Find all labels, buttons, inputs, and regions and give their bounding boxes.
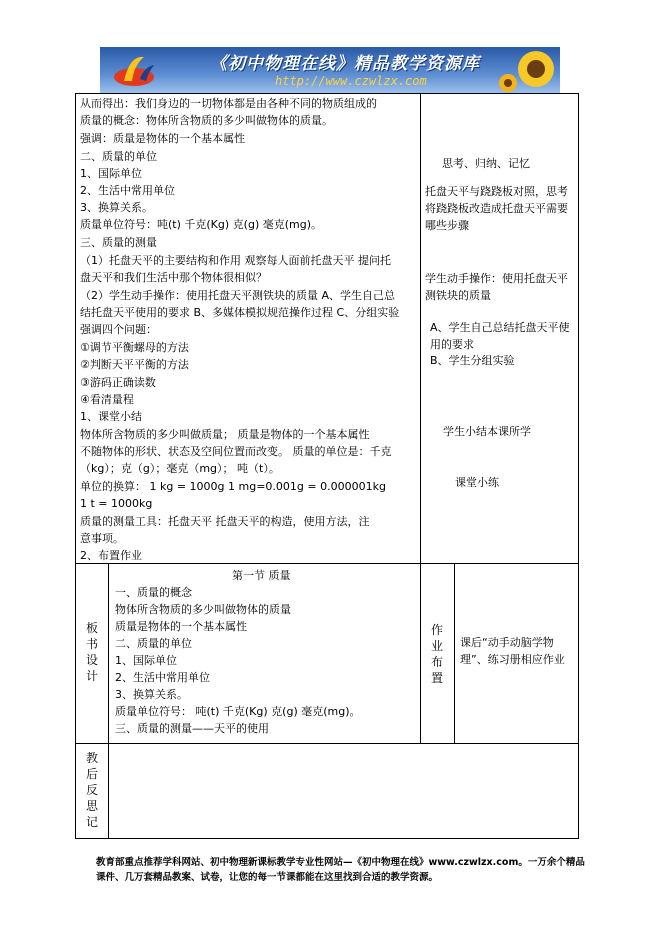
board-line: 3、换算关系。 [115, 688, 188, 701]
homework-divider [454, 563, 455, 743]
process-line: 不随物体的形状、状态及空间位置而改变。 质量的单位是：千克 [80, 445, 392, 458]
activity-note: B、学生分组实验 [430, 354, 515, 367]
activity-note: 学生小结本课所学 [443, 425, 531, 438]
process-line: 二、质量的单位 [80, 150, 157, 163]
site-logo-icon [110, 51, 158, 89]
process-line: 从而得出：我们身边的一切物体都是由各种不同的物质组成的 [80, 97, 377, 110]
activity-note: 课堂小练 [455, 476, 499, 489]
board-line: 质量是物体的一个基本属性 [115, 620, 247, 633]
process-line: 单位的换算： 1 kg = 1000g 1 mg=0.001g = 0.000001kg [80, 480, 386, 493]
board-line: 一、质量的概念 [115, 586, 192, 599]
process-line: 三、质量的测量 [80, 236, 157, 249]
process-line: （2）学生动手操作：使用托盘天平测铁块的质量 A、学生自己总 [80, 289, 396, 302]
homework-label: 作业布置 [430, 623, 443, 685]
board-title: 第一节 质量 [232, 569, 291, 582]
process-line: 2、布置作业 [80, 549, 142, 562]
process-line: 3、换算关系。 [80, 201, 153, 214]
sunflower-icon [496, 47, 556, 93]
board-design-label: 板书设计 [85, 621, 98, 683]
process-line: （1）托盘天平的主要结构和作用 观察每人面前托盘天平 提问托 [80, 254, 391, 267]
banner-title: 《初中物理在线》精品教学资源库 [210, 54, 480, 74]
activity-note: A、学生自己总结托盘天平使用的要求 [430, 321, 570, 351]
board-line: 二、质量的单位 [115, 637, 192, 650]
board-line: 2、生活中常用单位 [115, 671, 210, 684]
process-line: （kg）；克（g）；毫克（mg）； 吨（t）。 [80, 462, 280, 475]
process-line: 1、国际单位 [80, 167, 142, 180]
process-column-divider [420, 93, 421, 564]
board-line: 三、质量的测量——天平的使用 [115, 722, 269, 735]
process-line: 意事项。 [80, 532, 124, 545]
process-line: 质量的测量工具：托盘天平 托盘天平的构造，使用方法，注 [80, 515, 370, 528]
process-line: ②判断天平平衡的方法 [80, 358, 189, 371]
process-line: 强调四个问题： [80, 323, 157, 336]
process-line: 物体所含物质的多少叫做质量； 质量是物体的一个基本属性 [80, 428, 370, 441]
process-line: 结托盘天平使用的要求 B、多媒体模拟规范操作过程 C、分组实验 [80, 306, 400, 319]
process-line: 1、课堂小结 [80, 410, 142, 423]
process-line: 质量的概念：物体所含物质的多少叫做物体的质量。 [80, 114, 333, 127]
board-content-divider [420, 563, 421, 743]
process-line: 1 t = 1000kg [80, 497, 153, 510]
process-line: ④看清量程 [80, 393, 134, 406]
board-line: 质量单位符号： 吨(t) 千克(Kg) 克(g) 毫克(mg)。 [115, 705, 361, 718]
process-line: ③游码正确读数 [80, 376, 156, 389]
board-label-divider [108, 563, 109, 839]
board-line: 1、国际单位 [115, 654, 177, 667]
activity-note: 思考、归纳、记忆 [442, 157, 530, 170]
process-line: 质量单位符号：吨(t) 千克(Kg) 克(g) 毫克(mg)。 [80, 218, 323, 231]
board-line: 物体所含物质的多少叫做物体的质量 [115, 603, 291, 616]
process-line: 盘天平和我们生活中那个物体很相似？ [80, 271, 267, 284]
reflection-label: 教后反思记 [85, 751, 98, 829]
footer-note: 教育部重点推荐学科网站、初中物理新课标教学专业性网站—《初中物理在线》www.czwlzx.com。一万余个精品课件、几万套精品教案、试卷，让您的每一节课都能在这里找到合适的教学资源。 [96, 857, 585, 883]
reflection-divider [75, 743, 579, 744]
process-line: 强调：质量是物体的一个基本属性 [80, 132, 245, 145]
activity-note: 托盘天平与跷跷板对照，思考将跷跷板改造成托盘天平需要哪些步骤 [425, 185, 568, 232]
process-line: ①调节平衡螺母的方法 [80, 341, 189, 354]
banner-url[interactable]: http://www.czwlzx.com [275, 74, 427, 88]
header-banner [100, 47, 560, 93]
process-line: 2、生活中常用单位 [80, 184, 175, 197]
homework-text: 课后“动手动脑学物理”、练习册相应作业 [460, 636, 565, 666]
activity-note: 学生动手操作：使用托盘天平测铁块的质量 [425, 272, 568, 302]
